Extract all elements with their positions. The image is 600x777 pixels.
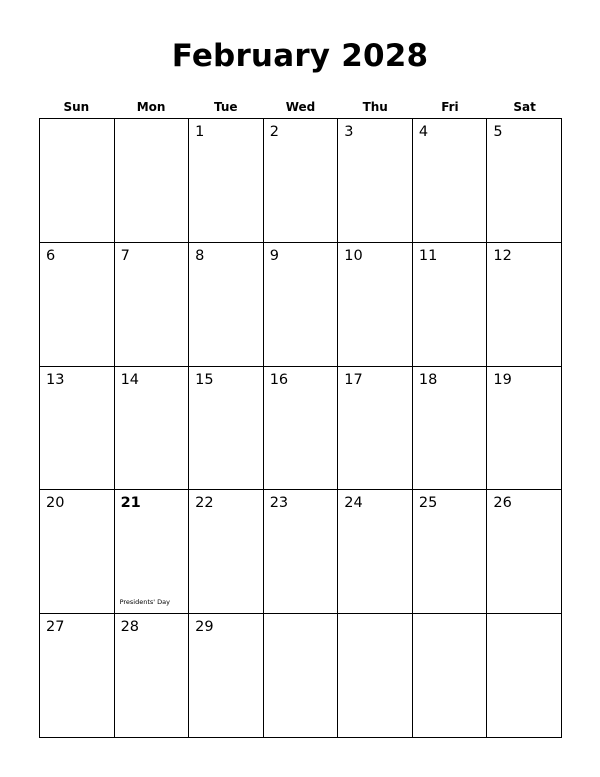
- day-cell: [413, 243, 488, 367]
- day-cell: [264, 119, 339, 243]
- day-cell: [115, 119, 190, 243]
- weekday-sun: Sun: [63, 100, 90, 114]
- day-cell: [487, 614, 562, 738]
- day-number: 24: [344, 495, 363, 512]
- day-number: 28: [120, 619, 140, 636]
- day-cell: [264, 243, 339, 367]
- day-cell: [487, 367, 562, 491]
- day-cell: [189, 614, 264, 738]
- day-cell: [40, 490, 115, 614]
- day-number: 4: [418, 124, 429, 140]
- day-number: 17: [344, 371, 363, 388]
- day-number: 1: [195, 124, 205, 140]
- day-number-holiday: 21: [120, 495, 141, 512]
- weekday-header: [39, 98, 562, 116]
- day-number: 9: [269, 247, 279, 264]
- day-cell: [338, 119, 413, 243]
- day-number: 19: [493, 371, 512, 388]
- day-number: 20: [46, 495, 65, 512]
- day-number: 26: [493, 495, 512, 512]
- day-cell: [40, 119, 115, 243]
- day-cell: [40, 614, 115, 738]
- day-cell: [189, 367, 264, 491]
- day-number: 18: [418, 371, 438, 388]
- day-number: 5: [493, 124, 503, 140]
- day-number: 27: [46, 619, 65, 636]
- day-number: 3: [344, 124, 354, 140]
- day-cell: [338, 243, 413, 367]
- weekday-fri: Fri: [441, 100, 459, 114]
- weekday-tue: Tue: [214, 100, 238, 114]
- day-cell: [40, 367, 115, 491]
- day-number: 23: [269, 495, 289, 512]
- holiday-label: Presidents' Day: [119, 598, 170, 607]
- day-cell: [487, 490, 562, 614]
- day-cell: [338, 614, 413, 738]
- day-number: 7: [120, 247, 130, 264]
- day-cell: [264, 490, 339, 614]
- day-cell: [264, 614, 339, 738]
- calendar-grid: [39, 118, 562, 738]
- day-cell: [189, 243, 264, 367]
- weekday-sat: Sat: [513, 100, 536, 114]
- day-cell: [338, 490, 413, 614]
- calendar-title: February 2028: [171, 38, 429, 74]
- weekday-wed: Wed: [285, 100, 316, 114]
- day-cell: [115, 243, 190, 367]
- day-number: 8: [195, 247, 205, 264]
- day-number: 2: [269, 124, 279, 140]
- day-cell: [115, 614, 190, 738]
- day-cell-holiday: [115, 490, 190, 614]
- day-cell: [413, 614, 488, 738]
- day-number: 6: [46, 247, 56, 264]
- day-number: 15: [195, 371, 214, 388]
- day-number: 10: [344, 247, 363, 264]
- day-number: 25: [418, 495, 438, 512]
- day-number: 22: [195, 495, 214, 512]
- weekday-thu: Thu: [362, 100, 388, 114]
- day-number: 29: [195, 619, 214, 636]
- day-cell: [338, 367, 413, 491]
- day-number: 11: [418, 247, 438, 264]
- weekday-mon: Mon: [136, 100, 166, 114]
- day-cell: [189, 119, 264, 243]
- day-cell: [413, 490, 488, 614]
- day-cell: [115, 367, 190, 491]
- day-cell: [487, 243, 562, 367]
- day-cell: [487, 119, 562, 243]
- day-number: 13: [46, 371, 65, 388]
- day-cell: [189, 490, 264, 614]
- day-number: 12: [493, 247, 512, 264]
- day-cell: [413, 119, 488, 243]
- day-cell: [264, 367, 339, 491]
- day-cell: [413, 367, 488, 491]
- day-number: 16: [269, 371, 289, 388]
- day-cell: [40, 243, 115, 367]
- day-number: 14: [120, 371, 140, 388]
